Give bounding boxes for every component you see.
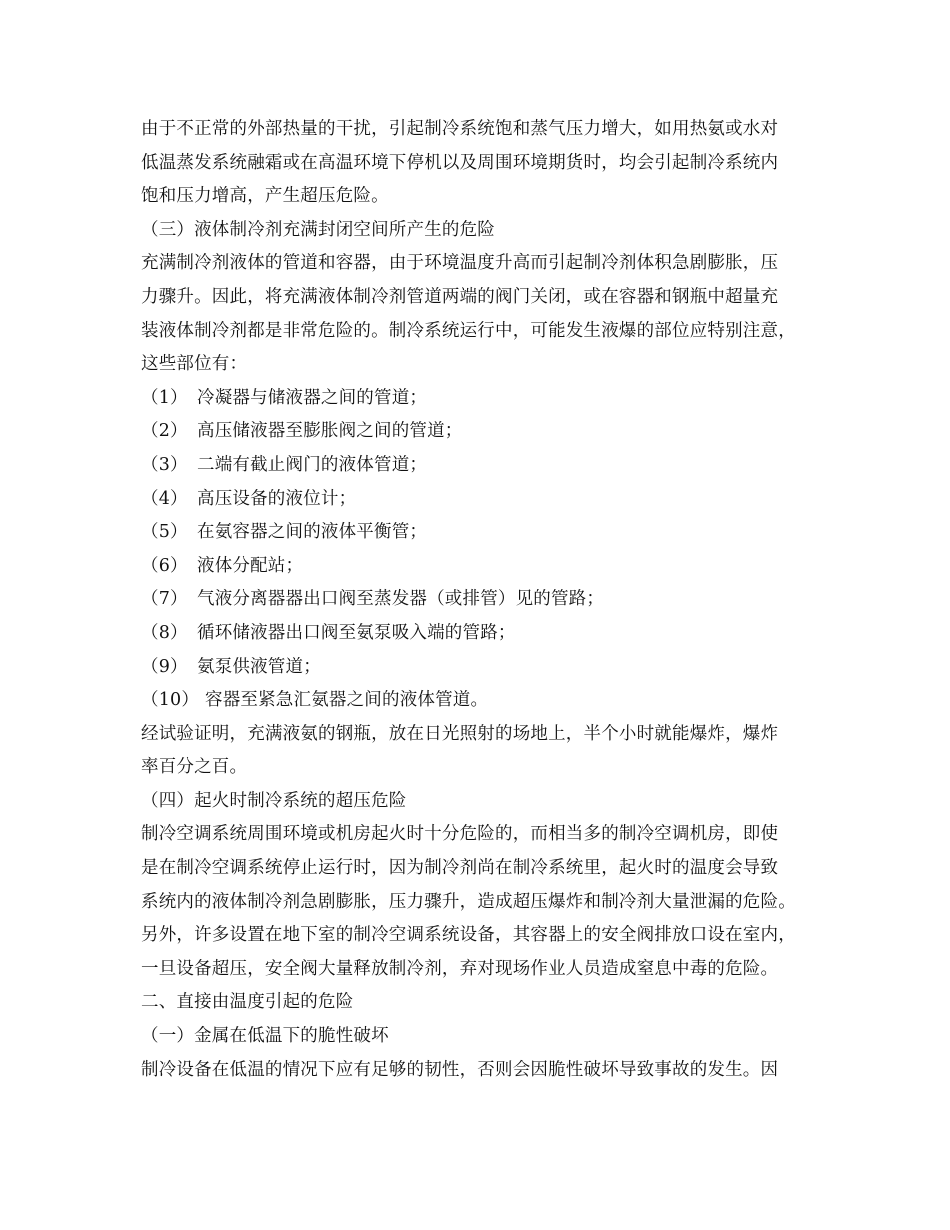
list-item-text: 气液分离器器出口阀至蒸发器（或排管）见的管路；	[197, 589, 605, 610]
text-line: 另外，许多设置在地下室的制冷空调系统设备，其容器上的安全阀排放口设在室内，	[141, 925, 796, 946]
text-line: 这些部位有：	[141, 354, 248, 375]
paragraph-2-1	[141, 1054, 813, 1088]
list-item-text: 液体分配站；	[197, 555, 304, 576]
text-line: 力骤升。因此，将充满液体制冷剂管道两端的阀门关闭，或在容器和钢瓶中超量充	[141, 286, 779, 307]
list-item	[141, 583, 813, 617]
list-item	[141, 684, 813, 718]
list-item-text: 氨泵供液管道；	[197, 656, 321, 677]
list-item-number: （2）	[141, 421, 188, 442]
subsection-heading-2-1: （一）金属在低温下的脆性破坏	[141, 1026, 389, 1047]
list-item-number: （3）	[141, 454, 188, 475]
list-item-number: （9）	[141, 656, 188, 677]
document-body	[141, 113, 813, 1087]
text-line: 装液体制冷剂都是非常危险的。制冷系统运行中，可能发生液爆的部位应特别注意，	[141, 320, 796, 341]
text-line: 率百分之百。	[141, 757, 248, 778]
list-item-text: 高压储液器至膨胀阀之间的管道；	[197, 421, 463, 442]
list-item	[141, 516, 813, 550]
text-line: 经试验证明，充满液氨的钢瓶，放在日光照射的场地上，半个小时就能爆炸，爆炸	[141, 723, 779, 744]
paragraph-3	[141, 247, 813, 381]
text-line: 饱和压力增高，产生超压危险。	[141, 186, 389, 207]
list-item-number: （4）	[141, 488, 188, 509]
text-line: 制冷设备在低温的情况下应有足够的韧性，否则会因脆性破坏导致事故的发生。因	[141, 1059, 779, 1080]
list-item-text: 高压设备的液位计；	[197, 488, 357, 509]
list-item	[141, 483, 813, 517]
list-item-number: （5）	[141, 522, 188, 543]
text-line: 一旦设备超压，安全阀大量释放制冷剂，弃对现场作业人员造成窒息中毒的危险。	[141, 958, 779, 979]
list-item-text: 循环储液器出口阀至氨泵吸入端的管路；	[197, 622, 516, 643]
text-line: 是在制冷空调系统停止运行时，因为制冷剂尚在制冷系统里，起火时的温度会导致	[141, 858, 779, 879]
section-heading-2: 二、直接由温度引起的危险	[141, 992, 354, 1013]
hazard-location-list	[141, 382, 813, 718]
list-item-text: 二端有截止阀门的液体管道；	[197, 454, 428, 475]
list-item	[141, 449, 813, 483]
paragraph-intro	[141, 113, 813, 214]
list-item	[141, 617, 813, 651]
list-item	[141, 382, 813, 416]
list-item-number: （1）	[141, 387, 188, 408]
list-item	[141, 651, 813, 685]
list-item	[141, 550, 813, 584]
list-item-number: （10）	[141, 690, 200, 711]
list-item-number: （6）	[141, 555, 188, 576]
text-line: 制冷空调系统周围环境或机房起火时十分危险的，而相当多的制冷空调机房，即使	[141, 824, 779, 845]
list-item-text: 冷凝器与储液器之间的管道；	[197, 387, 428, 408]
list-item	[141, 415, 813, 449]
text-line: 充满制冷剂液体的管道和容器，由于环境温度升高而引起制冷剂体积急剧膨胀，压	[141, 253, 779, 274]
list-item-number: （8）	[141, 622, 188, 643]
text-line: 由于不正常的外部热量的干扰，引起制冷系统饱和蒸气压力增大，如用热氨或水对	[141, 119, 779, 139]
paragraph-test	[141, 718, 813, 785]
text-line: 低温蒸发系统融霜或在高温环境下停机以及周围环境期货时，均会引起制冷系统内	[141, 152, 779, 173]
text-line: 系统内的液体制冷剂急剧膨胀，压力骤升，造成超压爆炸和制冷剂大量泄漏的危险。	[141, 891, 796, 912]
list-item-text: 在氨容器之间的液体平衡管；	[197, 522, 428, 543]
list-item-text: 容器至紧急汇氨器之间的液体管道。	[205, 690, 489, 711]
section-heading-4: （四）起火时制冷系统的超压危险	[141, 790, 407, 811]
list-item-number: （7）	[141, 589, 188, 610]
section-heading-3: （三）液体制冷剂充满封闭空间所产生的危险	[141, 219, 495, 240]
paragraph-4	[141, 818, 813, 986]
